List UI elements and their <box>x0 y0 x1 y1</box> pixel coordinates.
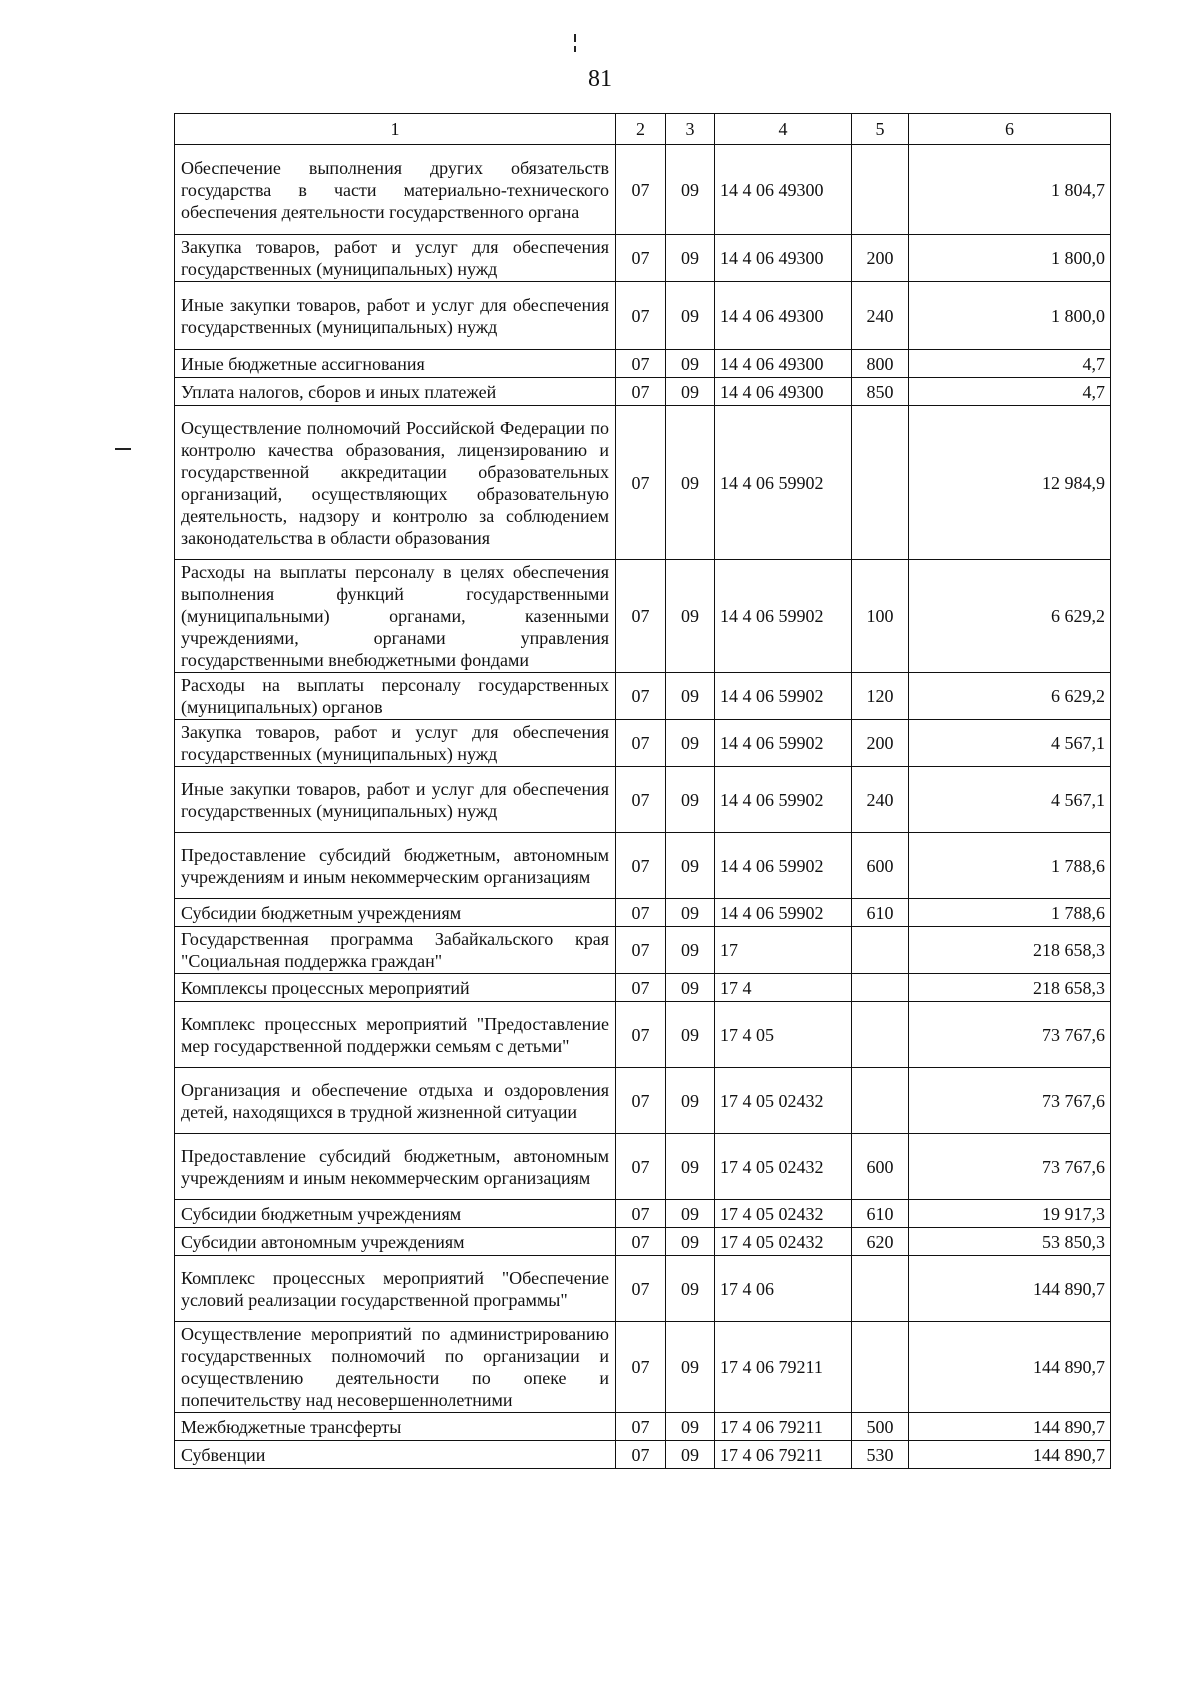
row-subsection: 09 <box>666 1256 715 1322</box>
table-row <box>175 1134 1111 1200</box>
row-expense-type: 240 <box>852 767 909 833</box>
row-subsection: 09 <box>666 1322 715 1413</box>
table-header-row <box>175 114 1111 145</box>
row-expense-type <box>852 1256 909 1322</box>
table-row <box>175 560 1111 673</box>
row-target-code: 17 4 05 02432 <box>715 1200 852 1228</box>
row-amount: 6 629,2 <box>909 560 1111 673</box>
row-amount: 144 890,7 <box>909 1441 1111 1469</box>
row-expense-type: 240 <box>852 282 909 350</box>
row-section: 07 <box>616 1002 666 1068</box>
row-amount: 1 788,6 <box>909 833 1111 899</box>
row-target-code: 14 4 06 59902 <box>715 833 852 899</box>
row-expense-type: 120 <box>852 673 909 720</box>
row-expense-type <box>852 927 909 974</box>
row-amount: 53 850,3 <box>909 1228 1111 1256</box>
scan-mark <box>115 448 131 450</box>
budget-table <box>174 113 1111 1469</box>
row-name: Предоставление субсидий бюджетным, автономным учреждениям и иным некоммерческим организациям <box>175 833 616 899</box>
row-section: 07 <box>616 1256 666 1322</box>
column-header: 5 <box>852 114 909 145</box>
column-header: 3 <box>666 114 715 145</box>
row-name: Иные бюджетные ассигнования <box>175 350 616 378</box>
table-row <box>175 927 1111 974</box>
row-expense-type <box>852 1002 909 1068</box>
row-expense-type <box>852 974 909 1002</box>
row-subsection: 09 <box>666 350 715 378</box>
row-name: Расходы на выплаты персоналу в целях обеспечения выполнения функций государственными (муниципальными) органами, казенными учреждениями, органами управления государственными внебюджетными фондами <box>175 560 616 673</box>
row-name: Закупка товаров, работ и услуг для обеспечения государственных (муниципальных) нужд <box>175 235 616 282</box>
row-subsection: 09 <box>666 767 715 833</box>
row-amount: 4,7 <box>909 350 1111 378</box>
column-header: 6 <box>909 114 1111 145</box>
row-subsection: 09 <box>666 1134 715 1200</box>
row-target-code: 14 4 06 59902 <box>715 767 852 833</box>
row-amount: 6 629,2 <box>909 673 1111 720</box>
table-row <box>175 767 1111 833</box>
row-expense-type: 100 <box>852 560 909 673</box>
row-name: Иные закупки товаров, работ и услуг для обеспечения государственных (муниципальных) нужд <box>175 767 616 833</box>
row-subsection: 09 <box>666 673 715 720</box>
page-number: 81 <box>588 66 612 92</box>
row-target-code: 14 4 06 59902 <box>715 560 852 673</box>
row-expense-type: 620 <box>852 1228 909 1256</box>
row-target-code: 17 4 <box>715 974 852 1002</box>
row-name: Комплекс процессных мероприятий "Предоставление мер государственной поддержки семьям с детьми" <box>175 1002 616 1068</box>
row-amount: 1 804,7 <box>909 145 1111 235</box>
row-section: 07 <box>616 1200 666 1228</box>
row-name: Осуществление мероприятий по администрированию государственных полномочий по организации и осуществлению деятельности по опеке и попечительству над несовершеннолетними <box>175 1322 616 1413</box>
row-name: Иные закупки товаров, работ и услуг для обеспечения государственных (муниципальных) нужд <box>175 282 616 350</box>
row-name: Комплекс процессных мероприятий "Обеспечение условий реализации государственной программы" <box>175 1256 616 1322</box>
row-expense-type: 200 <box>852 235 909 282</box>
row-amount: 218 658,3 <box>909 927 1111 974</box>
row-target-code: 14 4 06 59902 <box>715 406 852 560</box>
row-expense-type: 500 <box>852 1413 909 1441</box>
row-amount: 73 767,6 <box>909 1068 1111 1134</box>
row-subsection: 09 <box>666 282 715 350</box>
row-section: 07 <box>616 1441 666 1469</box>
row-amount: 1 788,6 <box>909 899 1111 927</box>
row-target-code: 17 4 05 02432 <box>715 1228 852 1256</box>
row-subsection: 09 <box>666 1441 715 1469</box>
row-target-code: 17 4 05 02432 <box>715 1134 852 1200</box>
table-row <box>175 1322 1111 1413</box>
row-expense-type <box>852 1068 909 1134</box>
table-row <box>175 720 1111 767</box>
row-section: 07 <box>616 833 666 899</box>
row-section: 07 <box>616 1134 666 1200</box>
row-target-code: 14 4 06 49300 <box>715 378 852 406</box>
row-subsection: 09 <box>666 235 715 282</box>
row-target-code: 14 4 06 49300 <box>715 235 852 282</box>
row-subsection: 09 <box>666 974 715 1002</box>
row-section: 07 <box>616 378 666 406</box>
row-expense-type <box>852 406 909 560</box>
row-amount: 73 767,6 <box>909 1002 1111 1068</box>
row-amount: 1 800,0 <box>909 235 1111 282</box>
row-section: 07 <box>616 720 666 767</box>
row-subsection: 09 <box>666 1002 715 1068</box>
table-row <box>175 406 1111 560</box>
row-section: 07 <box>616 145 666 235</box>
row-subsection: 09 <box>666 1068 715 1134</box>
row-name: Уплата налогов, сборов и иных платежей <box>175 378 616 406</box>
row-expense-type: 800 <box>852 350 909 378</box>
row-expense-type: 850 <box>852 378 909 406</box>
row-section: 07 <box>616 1068 666 1134</box>
row-subsection: 09 <box>666 1228 715 1256</box>
table-row <box>175 350 1111 378</box>
row-amount: 4 567,1 <box>909 767 1111 833</box>
column-header: 1 <box>175 114 616 145</box>
scan-mark <box>574 34 576 42</box>
row-amount: 144 890,7 <box>909 1413 1111 1441</box>
row-section: 07 <box>616 235 666 282</box>
row-amount: 144 890,7 <box>909 1256 1111 1322</box>
table-row <box>175 1200 1111 1228</box>
row-target-code: 14 4 06 59902 <box>715 720 852 767</box>
table-body <box>175 114 1111 1469</box>
table-row <box>175 974 1111 1002</box>
row-subsection: 09 <box>666 1413 715 1441</box>
row-subsection: 09 <box>666 899 715 927</box>
row-expense-type <box>852 145 909 235</box>
row-amount: 12 984,9 <box>909 406 1111 560</box>
row-amount: 144 890,7 <box>909 1322 1111 1413</box>
row-name: Субвенции <box>175 1441 616 1469</box>
row-subsection: 09 <box>666 720 715 767</box>
row-target-code: 17 <box>715 927 852 974</box>
table-row <box>175 235 1111 282</box>
row-expense-type: 610 <box>852 1200 909 1228</box>
row-expense-type: 600 <box>852 833 909 899</box>
table-row <box>175 1413 1111 1441</box>
row-target-code: 17 4 06 79211 <box>715 1322 852 1413</box>
row-target-code: 17 4 06 <box>715 1256 852 1322</box>
row-target-code: 17 4 06 79211 <box>715 1413 852 1441</box>
row-section: 07 <box>616 406 666 560</box>
row-expense-type: 200 <box>852 720 909 767</box>
row-amount: 1 800,0 <box>909 282 1111 350</box>
row-expense-type: 600 <box>852 1134 909 1200</box>
row-target-code: 14 4 06 49300 <box>715 282 852 350</box>
row-section: 07 <box>616 1228 666 1256</box>
row-name: Закупка товаров, работ и услуг для обеспечения государственных (муниципальных) нужд <box>175 720 616 767</box>
table-row <box>175 833 1111 899</box>
table-row <box>175 673 1111 720</box>
row-amount: 19 917,3 <box>909 1200 1111 1228</box>
row-amount: 73 767,6 <box>909 1134 1111 1200</box>
row-name: Комплексы процессных мероприятий <box>175 974 616 1002</box>
row-expense-type: 530 <box>852 1441 909 1469</box>
row-expense-type: 610 <box>852 899 909 927</box>
row-subsection: 09 <box>666 927 715 974</box>
row-name: Субсидии бюджетным учреждениям <box>175 1200 616 1228</box>
row-subsection: 09 <box>666 378 715 406</box>
row-target-code: 14 4 06 49300 <box>715 145 852 235</box>
table-row <box>175 1256 1111 1322</box>
row-section: 07 <box>616 350 666 378</box>
table-row <box>175 282 1111 350</box>
row-target-code: 17 4 05 <box>715 1002 852 1068</box>
row-target-code: 17 4 06 79211 <box>715 1441 852 1469</box>
row-target-code: 14 4 06 59902 <box>715 899 852 927</box>
table-row <box>175 1228 1111 1256</box>
row-subsection: 09 <box>666 1200 715 1228</box>
table-row <box>175 1002 1111 1068</box>
row-section: 07 <box>616 282 666 350</box>
row-section: 07 <box>616 927 666 974</box>
table-row <box>175 1068 1111 1134</box>
row-amount: 4,7 <box>909 378 1111 406</box>
table-row <box>175 1441 1111 1469</box>
row-section: 07 <box>616 974 666 1002</box>
row-section: 07 <box>616 673 666 720</box>
row-target-code: 14 4 06 49300 <box>715 350 852 378</box>
row-name: Обеспечение выполнения других обязательств государства в части материально-технического обеспечения деятельности государственного органа <box>175 145 616 235</box>
row-name: Субсидии автономным учреждениям <box>175 1228 616 1256</box>
row-name: Расходы на выплаты персоналу государственных (муниципальных) органов <box>175 673 616 720</box>
row-section: 07 <box>616 560 666 673</box>
scan-mark <box>574 46 576 52</box>
table-row <box>175 145 1111 235</box>
row-name: Субсидии бюджетным учреждениям <box>175 899 616 927</box>
row-section: 07 <box>616 1322 666 1413</box>
row-section: 07 <box>616 899 666 927</box>
row-target-code: 17 4 05 02432 <box>715 1068 852 1134</box>
row-subsection: 09 <box>666 406 715 560</box>
row-expense-type <box>852 1322 909 1413</box>
row-amount: 4 567,1 <box>909 720 1111 767</box>
table-row <box>175 378 1111 406</box>
row-target-code: 14 4 06 59902 <box>715 673 852 720</box>
row-name: Государственная программа Забайкальского края "Социальная поддержка граждан" <box>175 927 616 974</box>
row-name: Осуществление полномочий Российской Федерации по контролю качества образования, лицензированию и государственной аккредитации образовательных организаций, осуществляющих образовательную деятельность, надзору и контролю за соблюдением законодательства в области образования <box>175 406 616 560</box>
column-header: 2 <box>616 114 666 145</box>
row-name: Организация и обеспечение отдыха и оздоровления детей, находящихся в трудной жизненной ситуации <box>175 1068 616 1134</box>
row-subsection: 09 <box>666 560 715 673</box>
column-header: 4 <box>715 114 852 145</box>
row-section: 07 <box>616 1413 666 1441</box>
row-name: Предоставление субсидий бюджетным, автономным учреждениям и иным некоммерческим организациям <box>175 1134 616 1200</box>
row-subsection: 09 <box>666 145 715 235</box>
row-name: Межбюджетные трансферты <box>175 1413 616 1441</box>
row-section: 07 <box>616 767 666 833</box>
row-amount: 218 658,3 <box>909 974 1111 1002</box>
row-subsection: 09 <box>666 833 715 899</box>
table-row <box>175 899 1111 927</box>
